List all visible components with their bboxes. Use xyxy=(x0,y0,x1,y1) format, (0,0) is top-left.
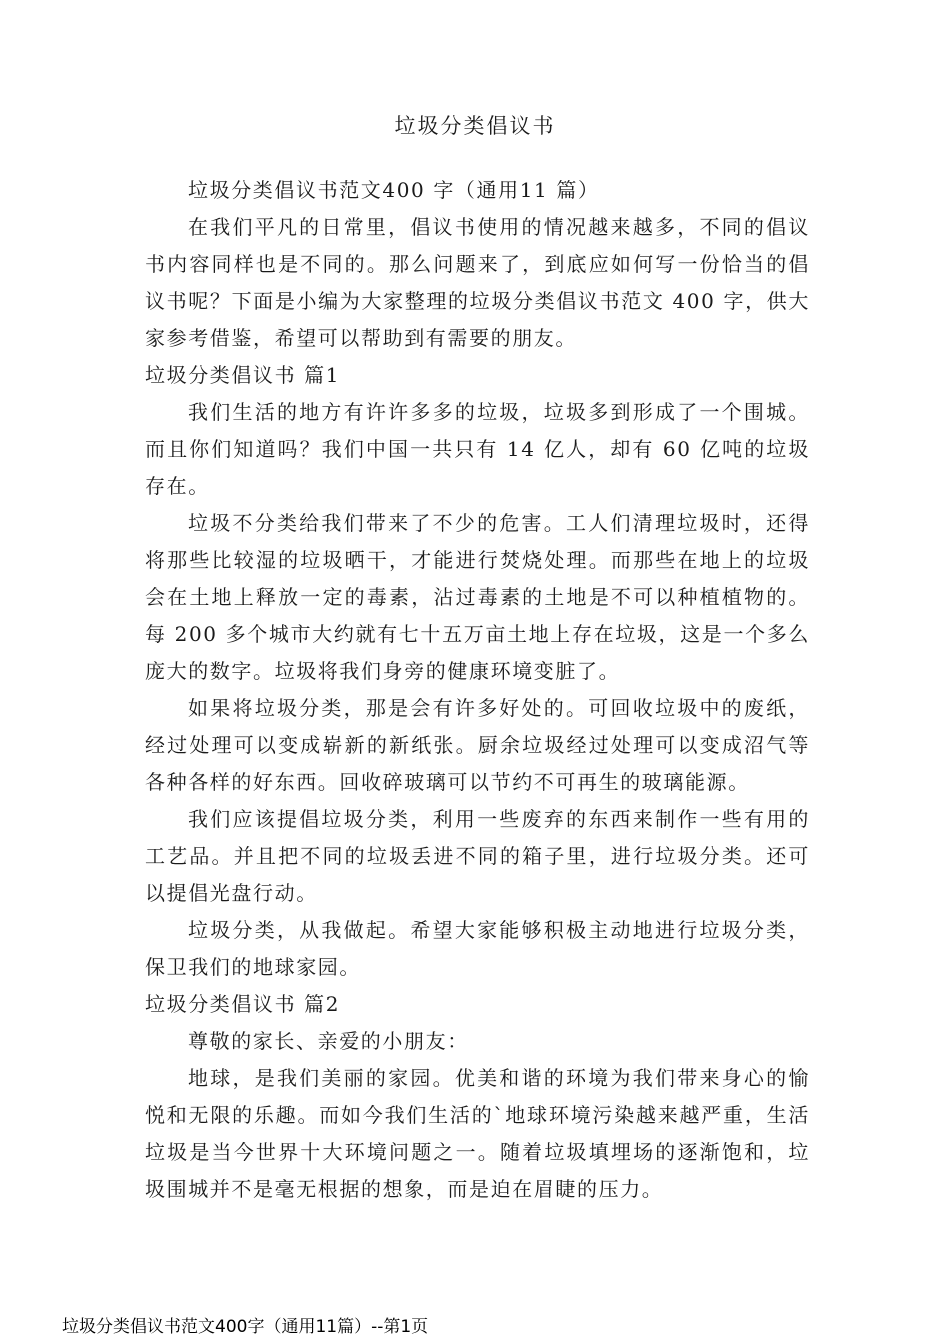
body-paragraph: 我们应该提倡垃圾分类，利用一些废弃的东西来制作一些有用的工艺品。并且把不同的垃圾丢进不同的箱子里，进行垃圾分类。还可以提倡光盘行动。 xyxy=(145,807,810,905)
body-paragraph: 地球，是我们美丽的家园。优美和谐的环境为我们带来身心的愉悦和无限的乐趣。而如今我们生活的`地球环境污染越来越严重，生活垃圾是当今世界十大环境问题之一。随着垃圾填埋场的逐渐饱和，垃圾围城并不是毫无根据的想象，而是迫在眉睫的压力。 xyxy=(145,1066,810,1201)
page-footer: 垃圾分类倡议书范文400字（通用11篇）--第1页 xyxy=(62,1317,429,1337)
section-heading: 垃圾分类倡议书 篇1 xyxy=(145,363,341,387)
body-paragraph: 垃圾分类，从我做起。希望大家能够积极主动地进行垃圾分类，保卫我们的地球家园。 xyxy=(145,918,810,979)
body-paragraph: 我们生活的地方有许许多多的垃圾，垃圾多到形成了一个围城。而且你们知道吗？我们中国一共只有 14 亿人，却有 60 亿吨的垃圾存在。 xyxy=(145,400,810,498)
body-paragraph: 垃圾不分类给我们带来了不少的危害。工人们清理垃圾时，还得将那些比较湿的垃圾晒干，才能进行焚烧处理。而那些在地上的垃圾会在土地上释放一定的毒素，沾过毒素的土地是不可以种植植物的。每 200 多个城市大约就有七十五万亩土地上存在垃圾，这是一个多么庞大的数字。垃圾将我们身旁的健康环境变脏了。 xyxy=(145,511,810,683)
body-paragraph: 如果将垃圾分类，那是会有许多好处的。可回收垃圾中的废纸，经过处理可以变成崭新的新纸张。厨余垃圾经过处理可以变成沼气等各种各样的好东西。回收碎玻璃可以节约不可再生的玻璃能源。 xyxy=(145,696,810,794)
document-subtitle: 垃圾分类倡议书范文400 字（通用11 篇） xyxy=(188,178,600,202)
section-heading: 垃圾分类倡议书 篇2 xyxy=(145,992,341,1016)
salutation: 尊敬的家长、亲爱的小朋友： xyxy=(188,1029,469,1053)
document-title: 垃圾分类倡议书 xyxy=(394,114,556,138)
intro-paragraph: 在我们平凡的日常里，倡议书使用的情况越来越多，不同的倡议书内容同样也是不同的。那么问题来了，到底应如何写一份恰当的倡议书呢？下面是小编为大家整理的垃圾分类倡议书范文 400 字，供大家参考借鉴，希望可以帮助到有需要的朋友。 xyxy=(145,215,810,350)
document-body xyxy=(145,172,810,1208)
